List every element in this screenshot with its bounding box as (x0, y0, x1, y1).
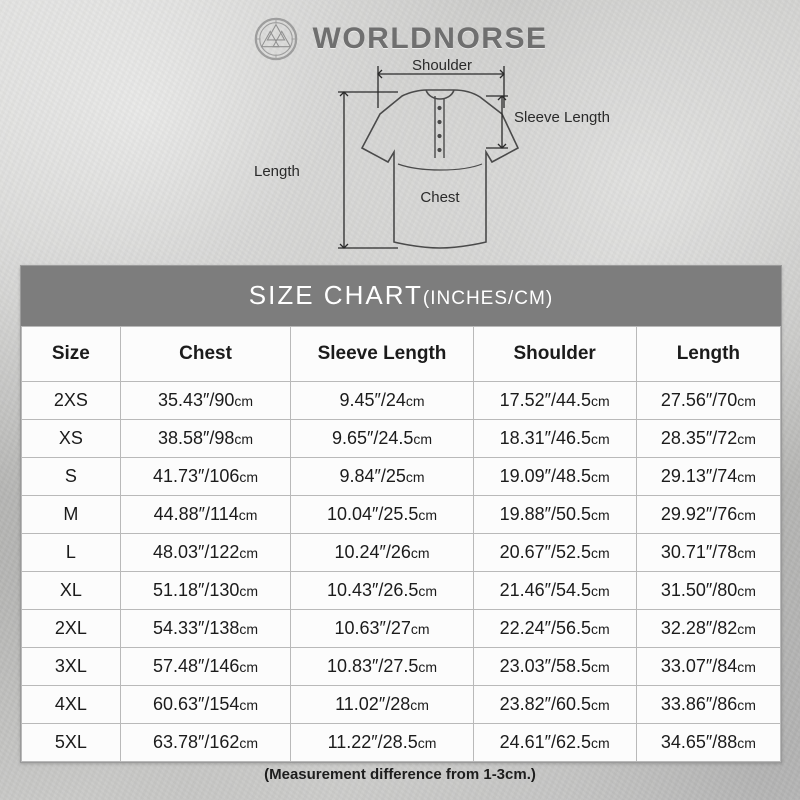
cell-chest: 48.03″/122cm (120, 534, 291, 572)
cell-sleeve: 10.83″/27.5cm (291, 648, 473, 686)
cell-sleeve: 9.84″/25cm (291, 458, 473, 496)
cell-chest: 51.18″/130cm (120, 572, 291, 610)
table-row (22, 534, 781, 572)
table-row (22, 382, 781, 420)
cell-length: 33.07″/84cm (636, 648, 780, 686)
cell-size: S (22, 458, 121, 496)
size-chart-title (21, 266, 781, 326)
cell-sleeve: 10.43″/26.5cm (291, 572, 473, 610)
cell-sleeve: 9.65″/24.5cm (291, 420, 473, 458)
cell-length: 29.13″/74cm (636, 458, 780, 496)
cell-shoulder: 20.67″/52.5cm (473, 534, 636, 572)
cell-chest: 35.43″/90cm (120, 382, 291, 420)
table-row (22, 420, 781, 458)
table-row (22, 458, 781, 496)
cell-sleeve: 11.22″/28.5cm (291, 724, 473, 762)
cell-shoulder: 22.24″/56.5cm (473, 610, 636, 648)
cell-size: 4XL (22, 686, 121, 724)
table-row (22, 610, 781, 648)
cell-length: 31.50″/80cm (636, 572, 780, 610)
cell-shoulder: 19.09″/48.5cm (473, 458, 636, 496)
cell-length: 33.86″/86cm (636, 686, 780, 724)
brand-name: WORLDNORSE (312, 22, 548, 55)
cell-sleeve: 10.63″/27cm (291, 610, 473, 648)
cell-length: 32.28″/82cm (636, 610, 780, 648)
cell-sleeve: 10.24″/26cm (291, 534, 473, 572)
cell-size: 5XL (22, 724, 121, 762)
cell-sleeve: 9.45″/24cm (291, 382, 473, 420)
size-chart-title-text: SIZE CHART (248, 280, 423, 310)
column-header-length: Length (636, 327, 780, 382)
cell-length: 27.56″/70cm (636, 382, 780, 420)
column-header-chest: Chest (120, 327, 291, 382)
cell-length: 28.35″/72cm (636, 420, 780, 458)
column-header-sleeve-length: Sleeve Length (291, 327, 473, 382)
label-shoulder: Shoulder (411, 57, 473, 74)
table-header-row (22, 327, 781, 382)
cell-chest: 63.78″/162cm (120, 724, 291, 762)
cell-size: 2XL (22, 610, 121, 648)
cell-size: L (22, 534, 121, 572)
cell-shoulder: 17.52″/44.5cm (473, 382, 636, 420)
cell-shoulder: 23.82″/60.5cm (473, 686, 636, 724)
column-header-size: Size (22, 327, 121, 382)
table-row (22, 686, 781, 724)
cell-length: 30.71″/78cm (636, 534, 780, 572)
cell-chest: 54.33″/138cm (120, 610, 291, 648)
cell-chest: 41.73″/106cm (120, 458, 291, 496)
cell-size: 2XS (22, 382, 121, 420)
column-header-shoulder: Shoulder (473, 327, 636, 382)
cell-shoulder: 21.46″/54.5cm (473, 572, 636, 610)
size-chart-table-container (20, 265, 782, 763)
table-row (22, 724, 781, 762)
cell-length: 29.92″/76cm (636, 496, 780, 534)
henley-shirt-outline-icon (362, 90, 518, 248)
table-body (22, 382, 781, 762)
table-row (22, 572, 781, 610)
table-row (22, 496, 781, 534)
size-chart-title-unit: (INCHES/CM) (422, 288, 554, 309)
cell-size: 3XL (22, 648, 121, 686)
measurement-diagram (230, 52, 650, 262)
cell-size: M (22, 496, 121, 534)
label-sleeve-length: Sleeve Length (514, 109, 610, 126)
label-length: Length (254, 163, 300, 180)
measurement-footnote: (Measurement difference from 1-3cm.) (264, 766, 536, 783)
cell-shoulder: 18.31″/46.5cm (473, 420, 636, 458)
table-row (22, 648, 781, 686)
size-chart-table (21, 326, 781, 762)
cell-sleeve: 10.04″/25.5cm (291, 496, 473, 534)
cell-chest: 44.88″/114cm (120, 496, 291, 534)
cell-shoulder: 24.61″/62.5cm (473, 724, 636, 762)
cell-shoulder: 19.88″/50.5cm (473, 496, 636, 534)
cell-shoulder: 23.03″/58.5cm (473, 648, 636, 686)
label-chest: Chest (420, 189, 460, 206)
cell-size: XS (22, 420, 121, 458)
cell-length: 34.65″/88cm (636, 724, 780, 762)
cell-chest: 38.58″/98cm (120, 420, 291, 458)
cell-size: XL (22, 572, 121, 610)
cell-chest: 57.48″/146cm (120, 648, 291, 686)
cell-sleeve: 11.02″/28cm (291, 686, 473, 724)
cell-chest: 60.63″/154cm (120, 686, 291, 724)
